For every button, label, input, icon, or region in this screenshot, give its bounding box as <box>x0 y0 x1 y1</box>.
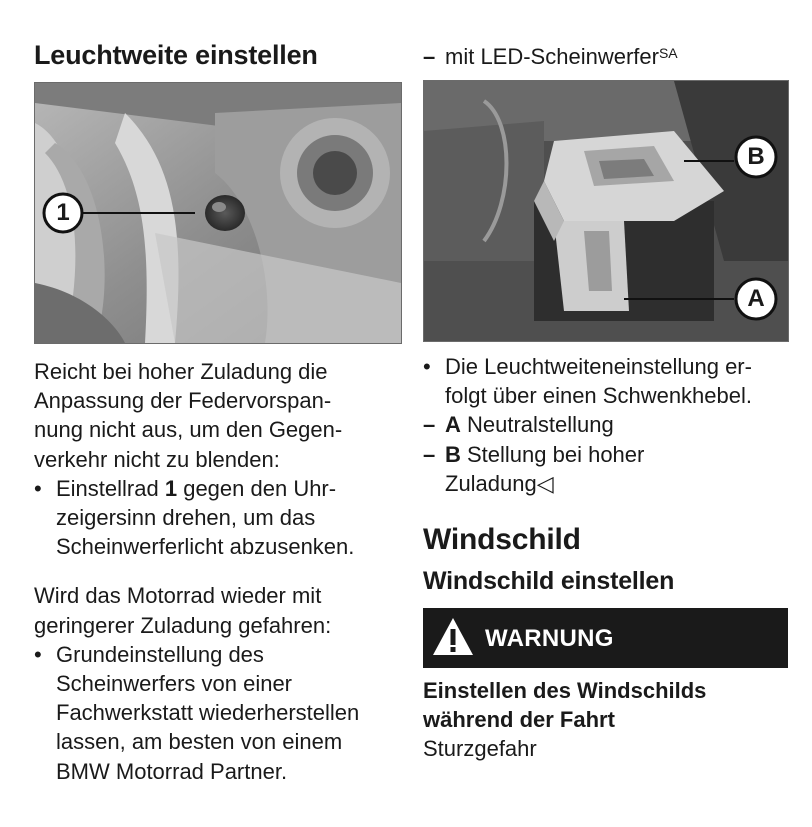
bullet-schwenkhebel: • Die Leuchtweiteneinstellung er- folgt über einen Schwenkhebel. <box>423 354 752 409</box>
bullet-einstellrad: • Einstellrad 1 gegen den Uhr- zeigersinn drehen, um das Scheinwerferlicht abzusenken. <box>34 475 355 560</box>
warning-banner <box>423 608 788 668</box>
headlight-adjust-photo <box>34 82 402 344</box>
warning-text: Sturzgefahr <box>423 736 537 761</box>
led-variant-label: – mit LED-Scheinwerfer$^{SA}$ <box>423 44 678 69</box>
ref-1: 1 <box>164 475 178 501</box>
callout-1: 1 <box>56 199 70 226</box>
section-heading-leuchtweite: Leuchtweite einstellen <box>34 40 318 70</box>
end-mark: ◁ <box>536 470 554 496</box>
section-heading-windschild: Windschild <box>423 523 581 556</box>
subsection-heading-windschild-einstellen: Windschild einstellen <box>423 567 675 595</box>
warning-label: WARNUNG <box>485 625 614 652</box>
warning-heading: Einstellen des Windschilds während der Fahrt <box>423 678 707 732</box>
callout-a: A <box>747 285 765 312</box>
para-intro: Reicht bei hoher Zuladung die Anpassung der Federvorspan- nung nicht aus, um den Gegen- verkehr nicht zu blenden: <box>34 359 343 472</box>
left-body <box>34 357 402 786</box>
led-lever-photo <box>423 80 789 342</box>
warning-triangle-icon <box>431 615 475 659</box>
led-lever-illustration <box>424 81 788 341</box>
para-reduced-load: Wird das Motorrad wieder mit geringerer Zuladung gefahren: <box>34 583 332 638</box>
callout-b: B <box>747 143 765 170</box>
item-a-neutral: – A Neutralstellung <box>423 412 614 438</box>
right-body <box>423 352 791 498</box>
headlight-photo-illustration <box>35 83 401 343</box>
warning-content <box>423 676 791 763</box>
bullet-grundeinstellung: • Grundeinstellung des Scheinwerfers von einer Fachwerkstatt wiederherstellen lassen, am besten von einem BMW Motorrad Partner. <box>34 641 360 784</box>
item-b-high-load: – B Stellung bei hoher Zuladung◁ <box>423 441 645 496</box>
